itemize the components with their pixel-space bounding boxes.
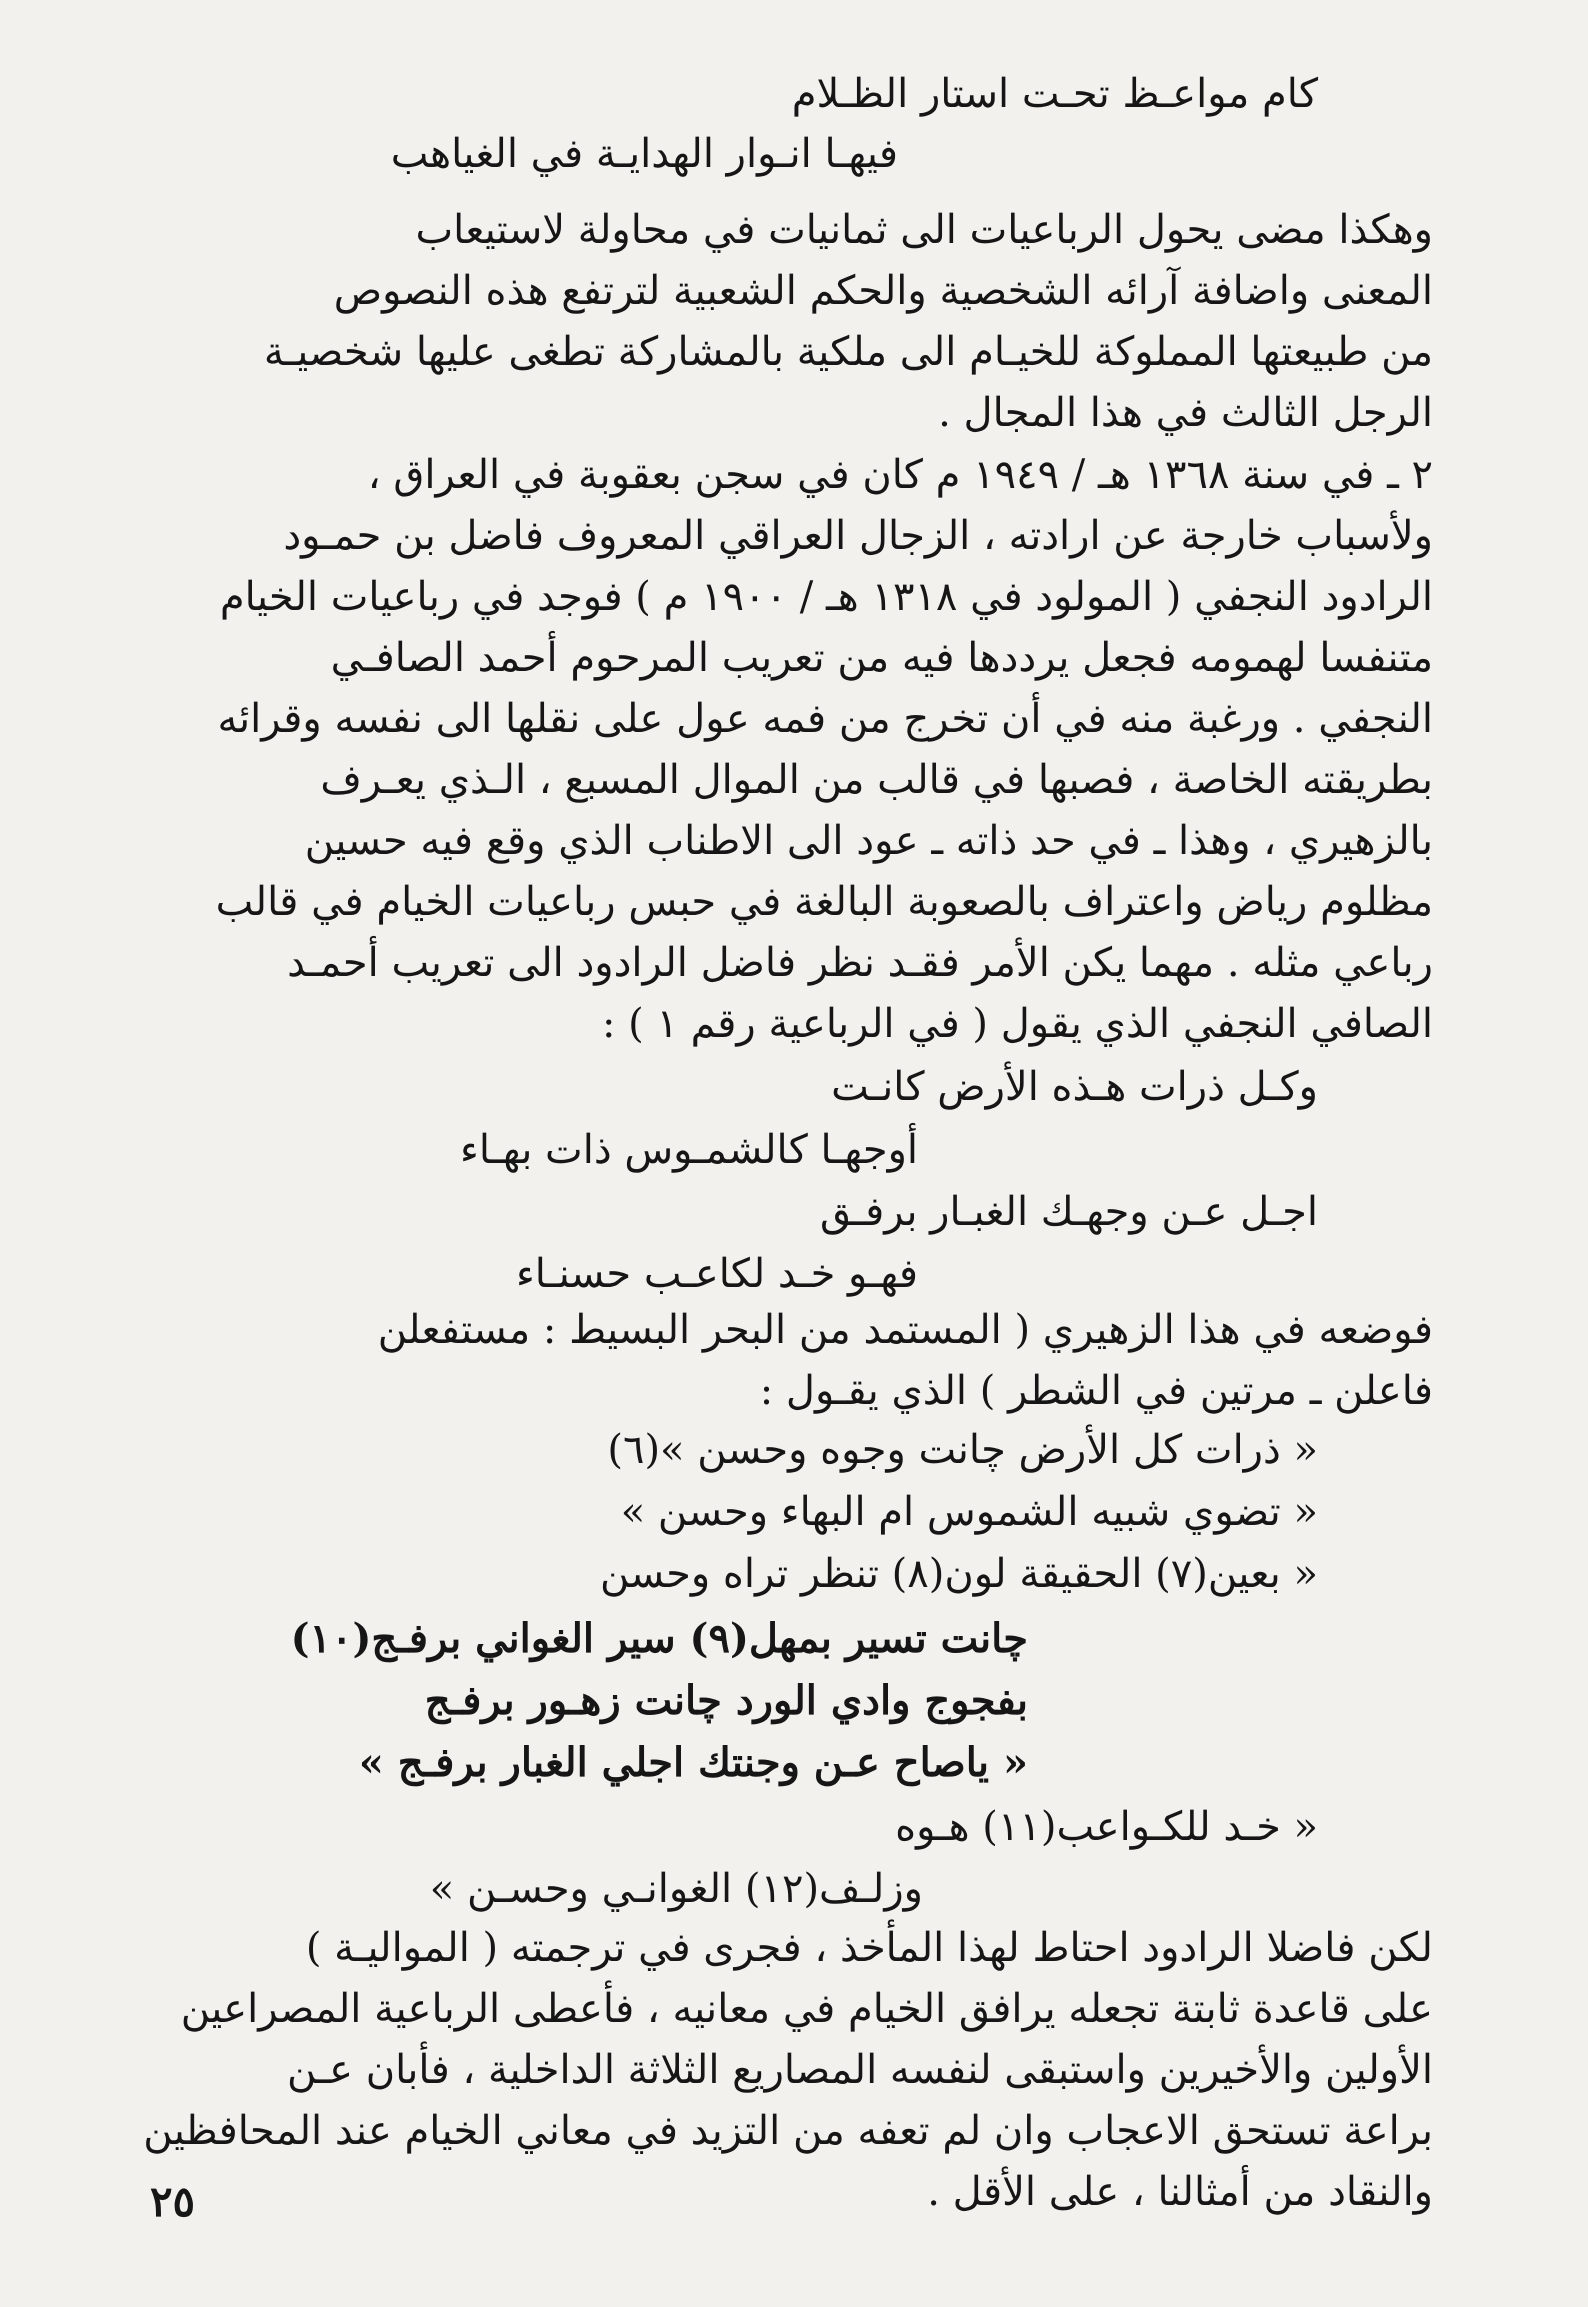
text-line: رباعي مثله . مهما يكن الأمر فقـد نظر فاضل الرادود الى تعريب أحمـد — [287, 940, 1433, 986]
paragraph-1 — [143, 200, 1433, 444]
paragraph-4 — [143, 1918, 1433, 2223]
paragraph-2 — [143, 445, 1433, 1055]
text-line: الأولين والأخيرين واستبقى لنفسه المصاريع الثلاثة الداخلية ، فأبان عـن — [286, 2047, 1433, 2093]
quatrain-line-1: وكـل ذرات هـذه الأرض كانـت — [831, 1064, 1318, 1110]
zuhayri-line-3: « بعين(٧) الحقيقة لون(٨) تنظر تراه وحسن — [600, 1551, 1318, 1597]
zuhayri-line-1: « ذرات كل الأرض چانت وجوه وحسن »(٦) — [607, 1427, 1318, 1473]
text-line: على قاعدة ثابتة تجعله يرافق الخيام في معانيه ، فأعطى الرباعية المصراعين — [180, 1986, 1433, 2032]
text-line: فاعلن ـ مرتين في الشطر ) الذي يقـول : — [759, 1368, 1433, 1414]
zuhayri-line-5: بفجوج وادي الورد چانت زهـور برفـج — [424, 1677, 1028, 1724]
text-line: بطريقته الخاصة ، فصبها في قالب من الموال المسبع ، الـذي يعـرف — [320, 757, 1433, 803]
zuhayri-line-6: « ياصاح عـن وجنتك اجلي الغبار برفـج » — [358, 1739, 1028, 1786]
text-line: براعة تستحق الاعجاب وان لم تعفه من التزيد في معاني الخيام عند المحافظين — [143, 2108, 1433, 2154]
text-line: متنفسا لهمومه فجعل يرددها فيه من تعريب المرحوم أحمد الصافـي — [330, 635, 1433, 681]
paragraph-3 — [143, 1300, 1433, 1422]
zuhayri-line-2: « تضوي شبيه الشموس ام البهاء وحسن » — [620, 1489, 1318, 1535]
text-line: والنقاد من أمثالنا ، على الأقل . — [927, 2169, 1433, 2215]
text-line: وهكذا مضى يحول الرباعيات الى ثمانيات في محاولة لاستيعاب — [415, 207, 1433, 253]
text-line: مظلوم رياض واعتراف بالصعوبة البالغة في حبس رباعيات الخيام في قالب — [215, 879, 1433, 925]
text-line: لكن فاضلا الرادود احتاط لهذا المأخذ ، فجرى في ترجمته ( المواليـة ) — [305, 1925, 1433, 1971]
page-number: ٢٥ — [150, 2177, 196, 2226]
quatrain-line-4: فهـو خـد لكاعـب حسنـاء — [515, 1251, 918, 1297]
opening-verse-line-1: كام مواعـظ تحـت استار الظـلام — [791, 71, 1318, 117]
text-line: النجفي . ورغبة منه في أن تخرج من فمه عول على نقلها الى نفسه وقرائه — [217, 696, 1433, 742]
quatrain-line-2: أوجهـا كالشمـوس ذات بهـاء — [460, 1127, 918, 1173]
opening-verse-line-2: فيهـا انـوار الهدايـة في الغياهب — [390, 131, 898, 177]
text-line: ولأسباب خارجة عن ارادته ، الزجال العراقي المعروف فاضل بن حمـود — [283, 513, 1433, 559]
text-line: ٢ ـ في سنة ١٣٦٨ هـ / ١٩٤٩ م كان في سجن بعقوبة في العراق ، — [367, 452, 1433, 498]
zuhayri-line-7: « خـد للكـواعب(١١) هـوه — [895, 1804, 1318, 1850]
quatrain-line-3: اجـل عـن وجهـك الغبـار برفـق — [820, 1189, 1318, 1235]
zuhayri-line-8: وزلـف(١٢) الغوانـي وحسـن » — [429, 1866, 923, 1912]
text-line: من طبيعتها المملوكة للخيـام الى ملكية بالمشاركة تطغى عليها شخصيـة — [263, 329, 1433, 375]
text-line: الرجل الثالث في هذا المجال . — [938, 390, 1433, 436]
text-line: الصافي النجفي الذي يقول ( في الرباعية رقم ١ ) : — [601, 1001, 1433, 1047]
zuhayri-line-4: چانت تسير بمهل(٩) سير الغواني برفـج(١٠) — [290, 1615, 1028, 1662]
text-line: الرادود النجفي ( المولود في ١٣١٨ هـ / ١٩٠٠ م ) فوجد في رباعيات الخيام — [219, 574, 1433, 620]
text-line: بالزهيري ، وهذا ـ في حد ذاته ـ عود الى الاطناب الذي وقع فيه حسين — [304, 818, 1433, 864]
text-line: المعنى واضافة آرائه الشخصية والحكم الشعبية لترتفع هذه النصوص — [333, 268, 1433, 314]
text-line: فوضعه في هذا الزهيري ( المستمد من البحر البسيط : مستفعلن — [377, 1307, 1433, 1353]
